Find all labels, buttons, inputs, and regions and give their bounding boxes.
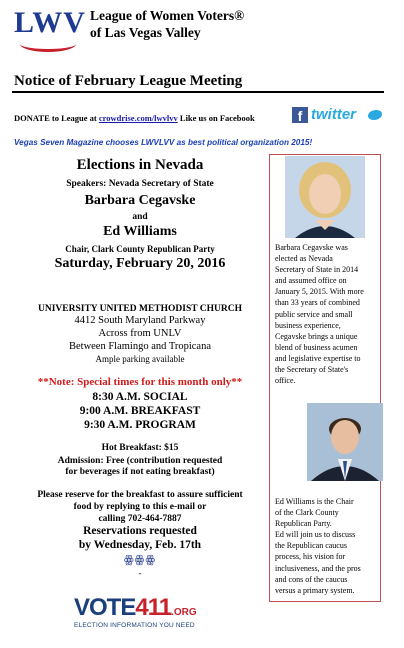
hot-breakfast-price: Hot Breakfast: $15 — [101, 443, 179, 453]
facebook-icon[interactable]: f — [292, 107, 308, 123]
ed-bio-line: inclusiveness, and the pros — [275, 563, 361, 573]
ed-bio-line: process, his vision for — [275, 552, 346, 562]
ed-photo — [307, 403, 383, 481]
donate-prefix: DONATE to League at — [14, 113, 99, 123]
vote411-logo[interactable] — [74, 594, 224, 634]
schedule-program: 9:30 A.M. PROGRAM — [84, 419, 196, 431]
divider — [12, 91, 384, 93]
barbara-bio-line: Secretary of State in 2014 — [275, 265, 359, 275]
schedule-breakfast: 9:00 A.M. BREAKFAST — [79, 405, 201, 417]
barbara-bio-line: public service and small — [275, 309, 353, 319]
donate-link[interactable]: crowdrise.com/lwvlvv — [98, 113, 178, 123]
barbara-bio-line: and assumed office on — [275, 276, 347, 286]
facebook-label: Like us on Facebook — [177, 113, 255, 123]
donate-line — [14, 113, 255, 123]
dash: - — [138, 568, 142, 578]
ed-bio-line: Ed Williams is the Chair — [275, 497, 354, 506]
barbara-bio-line: and legislative expertise to — [275, 353, 361, 363]
venue-name: UNIVERSITY UNITED METHODIST CHURCH — [37, 304, 243, 314]
speaker-2-title: Chair, Clark County Republican Party — [65, 244, 215, 254]
venue-address: 4412 South Maryland Parkway — [74, 315, 206, 326]
vote411-org: .ORG — [171, 607, 197, 618]
org-name — [90, 7, 244, 41]
vote411-num: 411 — [135, 594, 172, 621]
ed-bio-line: and cons of the caucus — [275, 574, 348, 584]
org-name-line2: of Las Vegas Valley — [90, 25, 201, 40]
vote411-tagline: ELECTION INFORMATION YOU NEED — [74, 622, 195, 629]
barbara-bio-line: the Secretary of State's — [275, 365, 349, 375]
speaker-2-name: Ed Williams — [103, 224, 177, 239]
ed-bio-line: versus a primary system. — [275, 585, 355, 595]
ornament: ꙮꙮꙮ — [123, 554, 156, 566]
and-text: and — [132, 212, 148, 222]
admission-beverages: for beverages if not eating breakfast) — [65, 467, 215, 477]
speakers-label: Speakers: Nevada Secretary of State — [66, 179, 214, 189]
barbara-bio-line: January 5, 2015. With more — [275, 287, 364, 297]
barbara-bio-line: Barbara Cegavske was — [275, 243, 348, 252]
ed-bio-line: the Republican caucus — [275, 541, 347, 551]
barbara-bio-line: blend of business acumen — [275, 342, 358, 352]
barbara-bio-line: Cegavske brings a unique — [275, 331, 358, 341]
parking-note: Ample parking available — [95, 354, 185, 364]
reservation-deadline: by Wednesday, Feb. 17th — [78, 539, 202, 551]
barbara-photo — [285, 156, 365, 238]
notice-title: Notice of February League Meeting — [14, 73, 243, 89]
reservations-requested: Reservations requested — [83, 525, 197, 537]
ed-bio-line: of the Clark County — [275, 508, 339, 518]
lwv-logo-text: LWV — [14, 6, 86, 39]
event-date: Saturday, February 20, 2016 — [54, 256, 226, 271]
barbara-bio — [275, 242, 364, 386]
lwv-logo-arc — [20, 36, 76, 52]
barbara-bio-line: than 33 years of combined — [275, 298, 360, 308]
lwv-logo — [14, 6, 86, 46]
venue-between: Between Flamingo and Tropicana — [68, 341, 212, 352]
vegas-seven-line: Vegas Seven Magazine chooses LWVLVV as best political organization 2015! — [14, 138, 313, 147]
special-times-note: **Note: Special times for this month only** — [37, 376, 243, 388]
org-name-line1: League of Women Voters® — [90, 8, 245, 23]
event-title: Elections in Nevada — [76, 157, 204, 173]
barbara-bio-line: business experience, — [275, 320, 341, 330]
barbara-bio-line: office. — [275, 376, 296, 386]
barbara-bio-line: elected as Nevada — [275, 254, 333, 264]
schedule-social: 8:30 A.M. SOCIAL — [92, 391, 188, 403]
vote411-vote: VOTE — [74, 594, 136, 621]
vote411-wordmark — [74, 594, 197, 622]
reserve-phone: calling 702-464-7887 — [98, 514, 182, 524]
ed-bio — [275, 496, 361, 596]
twitter-bird-icon[interactable] — [368, 110, 382, 120]
reserve-line-2: food by replying to this e-mail or — [73, 502, 207, 512]
ed-bio-line: Republican Party. — [275, 519, 332, 529]
venue-across: Across from UNLV — [98, 328, 182, 339]
reserve-line-1: Please reserve for the breakfast to assure sufficient — [37, 490, 243, 500]
twitter-logo[interactable]: twitter — [311, 106, 356, 123]
admission-text: Admission: Free (contribution requested — [57, 456, 223, 466]
ed-bio-line: Ed will join us to discuss — [275, 530, 356, 540]
speaker-1-name: Barbara Cegavske — [84, 193, 196, 208]
